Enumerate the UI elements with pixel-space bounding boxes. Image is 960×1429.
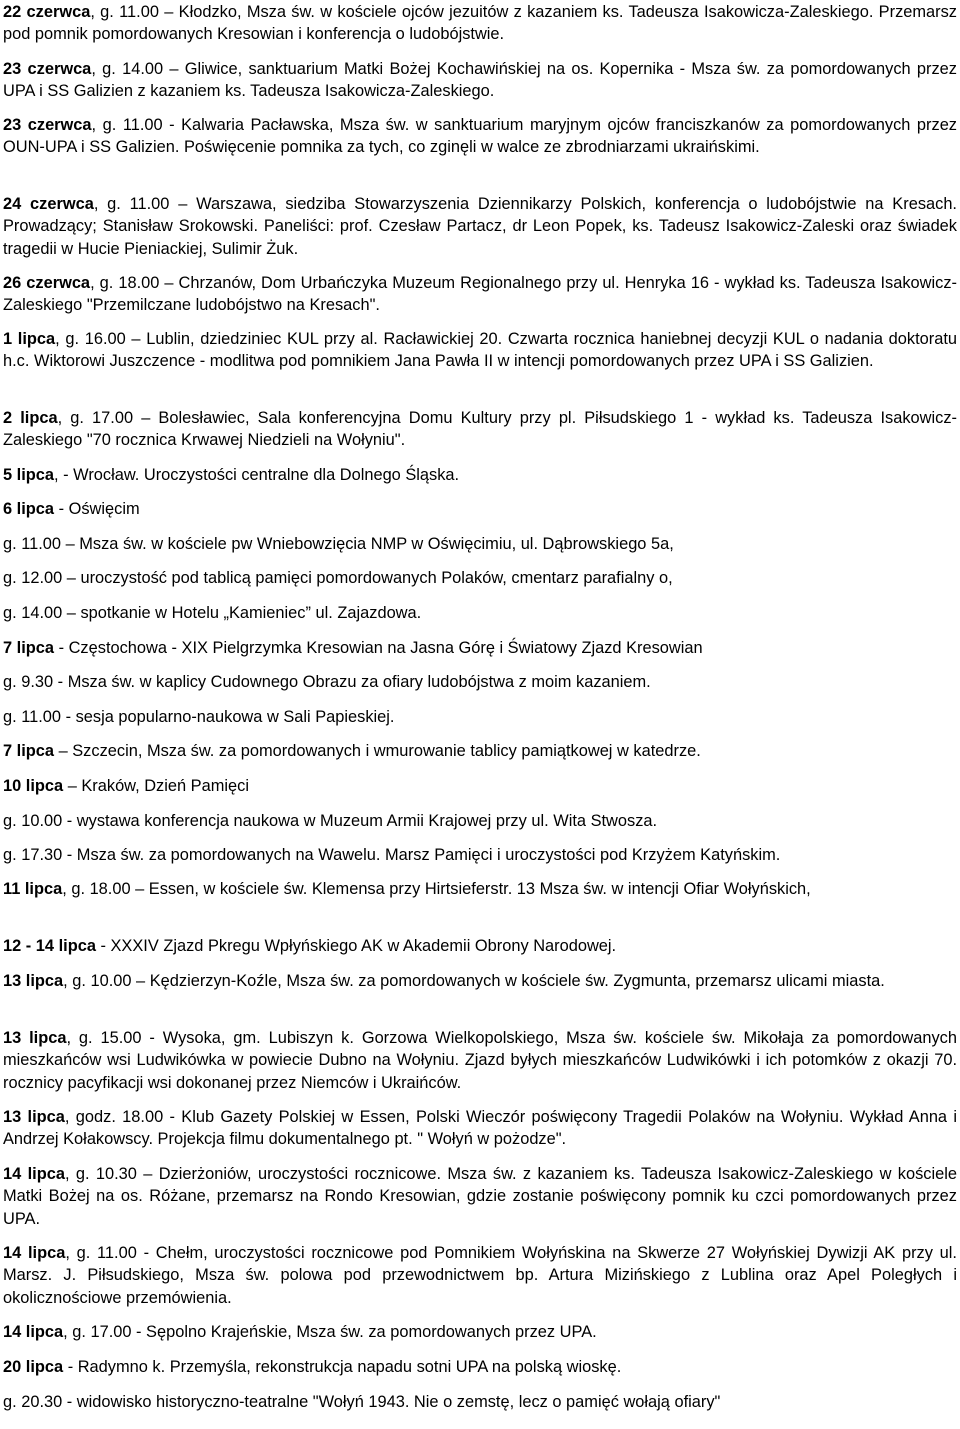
event-entry [3,1163,957,1230]
event-text: , g. 11.00 – Kłodzko, Msza św. w kościele ojców jezuitów z kazaniem ks. Tadeusza Isakowicza-Zaleskiego. Przemarsz pod pomnik pomordowanych Kresowian i konferencja o ludobójstwie. [3,3,958,44]
event-date: 23 czerwca [3,116,92,134]
event-text: , g. 17.00 – Bolesławiec, Sala konferencyjna Domu Kultury przy pl. Piłsudskiego 1 - wykład ks. Tadeusza Isakowicz-Zaleskiego "70 rocznica Krwawej Niedzieli na Wołyniu". [3,409,957,450]
event-entry [3,1,957,46]
event-entry [3,498,957,520]
event-entry [3,193,957,260]
event-date: 24 czerwca [3,195,94,213]
event-date: 22 czerwca [3,3,91,21]
event-date: 10 lipca [3,777,64,795]
event-text: , g. 18.00 – Chrzanów, Dom Urbańczyka Muzeum Regionalnego przy ul. Henryka 16 - wykład ks. Tadeusza Isakowicz-Zaleskiego "Przemilczane ludobójstwo na Kresach". [3,274,958,315]
event-entry [3,740,957,762]
event-text: – Szczecin, Msza św. za pomordowanych i wmurowanie tablicy pamiątkowej w katedrze. [54,742,701,760]
event-entry [3,1321,957,1343]
event-date: 7 lipca [3,742,55,760]
event-date: 23 czerwca [3,60,92,78]
event-text: , g. 16.00 – Lublin, dziedziniec KUL przy al. Racławickiej 20. Czwarta rocznica haniebnej decyzji KUL o nadania doktoratu h.c. Wiktorowi Juszczence - modlitwa pod pomnikiem Jana Pawła II w intencji pomordowanych przez UPA i SS Galizien. [3,330,957,371]
event-date: 26 czerwca [3,274,91,292]
event-text: g. 11.00 – Msza św. w kościele pw Wniebowzięcia NMP w Oświęcimiu, ul. Dąbrowskiego 5a, [3,535,674,553]
event-subentry [3,706,957,728]
event-entry [3,328,957,373]
event-entry [3,878,957,900]
event-subentry [3,567,957,589]
event-subentry [3,671,957,693]
event-entry [3,935,957,957]
event-entry [3,1356,957,1378]
event-entry [3,1027,957,1094]
event-date: 1 lipca [3,330,56,348]
event-text: , g. 15.00 - Wysoka, gm. Lubiszyn k. Gorzowa Wielkopolskiego, Msza św. kościele św. Mikołaja za pomordowanych mieszkańców wsi Ludwikówka w powiecie Dubno na Wołyniu. Zjazd byłych mieszkańców Ludwikówki i ich potomków z okazji 70. rocznicy pacyfikacji wsi dokonanej przez Niemców i Ukraińców. [3,1029,957,1092]
event-text: - XXXIV Zjazd Pkregu Wpłyńskiego AK w Akademii Obrony Narodowej. [95,937,617,955]
event-entry [3,407,957,452]
event-text: , - Wrocław. Uroczystości centralne dla Dolnego Śląska. [54,466,460,484]
event-subentry [3,533,957,555]
event-text: g. 17.30 - Msza św. za pomordowanych na Wawelu. Marsz Pamięci i uroczystości pod Krzyżem Katyńskim. [3,846,781,864]
event-date: 14 lipca [3,1165,65,1183]
event-text: g. 10.00 - wystawa konferencja naukowa w Muzeum Armii Krajowej przy ul. Wita Stwosza. [3,812,658,830]
event-text: g. 11.00 - sesja popularno-naukowa w Sali Papieskiej. [3,708,395,726]
event-text: - Oświęcim [54,500,140,518]
event-entry [3,58,957,103]
event-entry [3,114,957,159]
event-date: 13 lipca [3,1029,67,1047]
event-text: , g. 11.00 – Warszawa, siedziba Stowarzyszenia Dziennikarzy Polskich, konferencja o ludobójstwie na Kresach. Prowadzący; Stanisław Srokowski. Paneliści: prof. Czesław Partacz, dr Leon Popek, ks. Tadeusz Isakowicz-Zaleski oraz świadek tragedii w Hucie Pieniackiej, Sulimir Żuk. [3,195,957,258]
event-text: g. 9.30 - Msza św. w kaplicy Cudownego Obrazu za ofiary ludobójstwa z moim kazaniem. [3,673,651,691]
event-date: 6 lipca [3,500,55,518]
event-text: g. 12.00 – uroczystość pod tablicą pamięci pomordowanych Polaków, cmentarz parafialny o, [3,569,673,587]
event-entry [3,1242,957,1309]
event-subentry [3,844,957,866]
event-date: 13 lipca [3,972,64,990]
event-text: – Kraków, Dzień Pamięci [63,777,249,795]
event-subentry [3,810,957,832]
event-date: 14 lipca [3,1244,66,1262]
event-subentry [3,1391,957,1413]
event-text: , g. 17.00 - Sępolno Krajeńskie, Msza św. za pomordowanych przez UPA. [63,1323,597,1341]
event-date: 14 lipca [3,1323,64,1341]
event-date: 12 - 14 lipca [3,937,96,955]
event-subentry [3,602,957,624]
event-entry [3,1106,957,1151]
event-date: 11 lipca [3,880,63,898]
event-text: g. 14.00 – spotkanie w Hotelu „Kamieniec” ul. Zajazdowa. [3,604,422,622]
event-text: - Radymno k. Przemyśla, rekonstrukcja napadu sotni UPA na polską wioskę. [63,1358,622,1376]
event-date: 7 lipca [3,639,55,657]
event-text: , g. 18.00 – Essen, w kościele św. Klemensa przy Hirtsieferstr. 13 Msza św. w intencji Ofiar Wołyńskich, [62,880,811,898]
event-text: , g. 14.00 – Gliwice, sanktuarium Matki Bożej Kochawińskiej na os. Kopernika - Msza św. za pomordowanych przez UPA i SS Galizien z kazaniem ks. Tadeusza Isakowicza-Zaleskiego. [3,60,957,101]
event-text: , g. 10.30 – Dzierżoniów, uroczystości rocznicowe. Msza św. z kazaniem ks. Tadeusza Isakowicz-Zaleskiego w kościele Matki Bożej na os. Różane, przemarsz na Rondo Kresowian, gdzie zostanie poświęcony pomnik ku czci pomordowanych przez UPA. [3,1165,957,1228]
event-text: , godz. 18.00 - Klub Gazety Polskiej w Essen, Polski Wieczór poświęcony Tragedii Polaków na Wołyniu. Wykład Anna i Andrzej Kołakowscy. Projekcja filmu dokumentalnego pt. " Wołyń w pożodze". [3,1108,957,1149]
event-date: 13 lipca [3,1108,65,1126]
event-date: 20 lipca [3,1358,64,1376]
event-text: - Częstochowa - XIX Pielgrzymka Kresowian na Jasna Górę i Światowy Zjazd Kresowian [54,639,703,657]
event-entry [3,272,957,317]
event-text: , g. 11.00 - Chełm, uroczystości rocznicowe pod Pomnikiem Wołyńskina na Skwerze 27 Wołyńskiej Dywizji AK przy ul. Marsz. J. Piłsudskiego, Msza św. polowa pod przewodnictwem bp. Artura Mizińskiego z Lublina oraz Apel Poległych i okolicznościowe przemówienia. [3,1244,957,1307]
event-date: 2 lipca [3,409,58,427]
event-text: , g. 10.00 – Kędzierzyn-Koźle, Msza św. za pomordowanych w kościele św. Zygmunta, przemarsz ulicami miasta. [63,972,885,990]
event-entry [3,637,957,659]
event-entry [3,775,957,797]
event-text: g. 20.30 - widowisko historyczno-teatralne "Wołyń 1943. Nie o zemstę, lecz o pamięć wołają ofiary" [3,1393,721,1411]
event-entry [3,464,957,486]
event-text: , g. 11.00 - Kalwaria Pacławska, Msza św. w sanktuarium maryjnym ojców franciszkanów za pomordowanych przez OUN-UPA i SS Galizien. Poświęcenie pomnika za tych, co zginęli w walce ze zbrodniarzami ukraińskimi. [3,116,958,157]
event-date: 5 lipca [3,466,55,484]
event-entry [3,970,957,992]
